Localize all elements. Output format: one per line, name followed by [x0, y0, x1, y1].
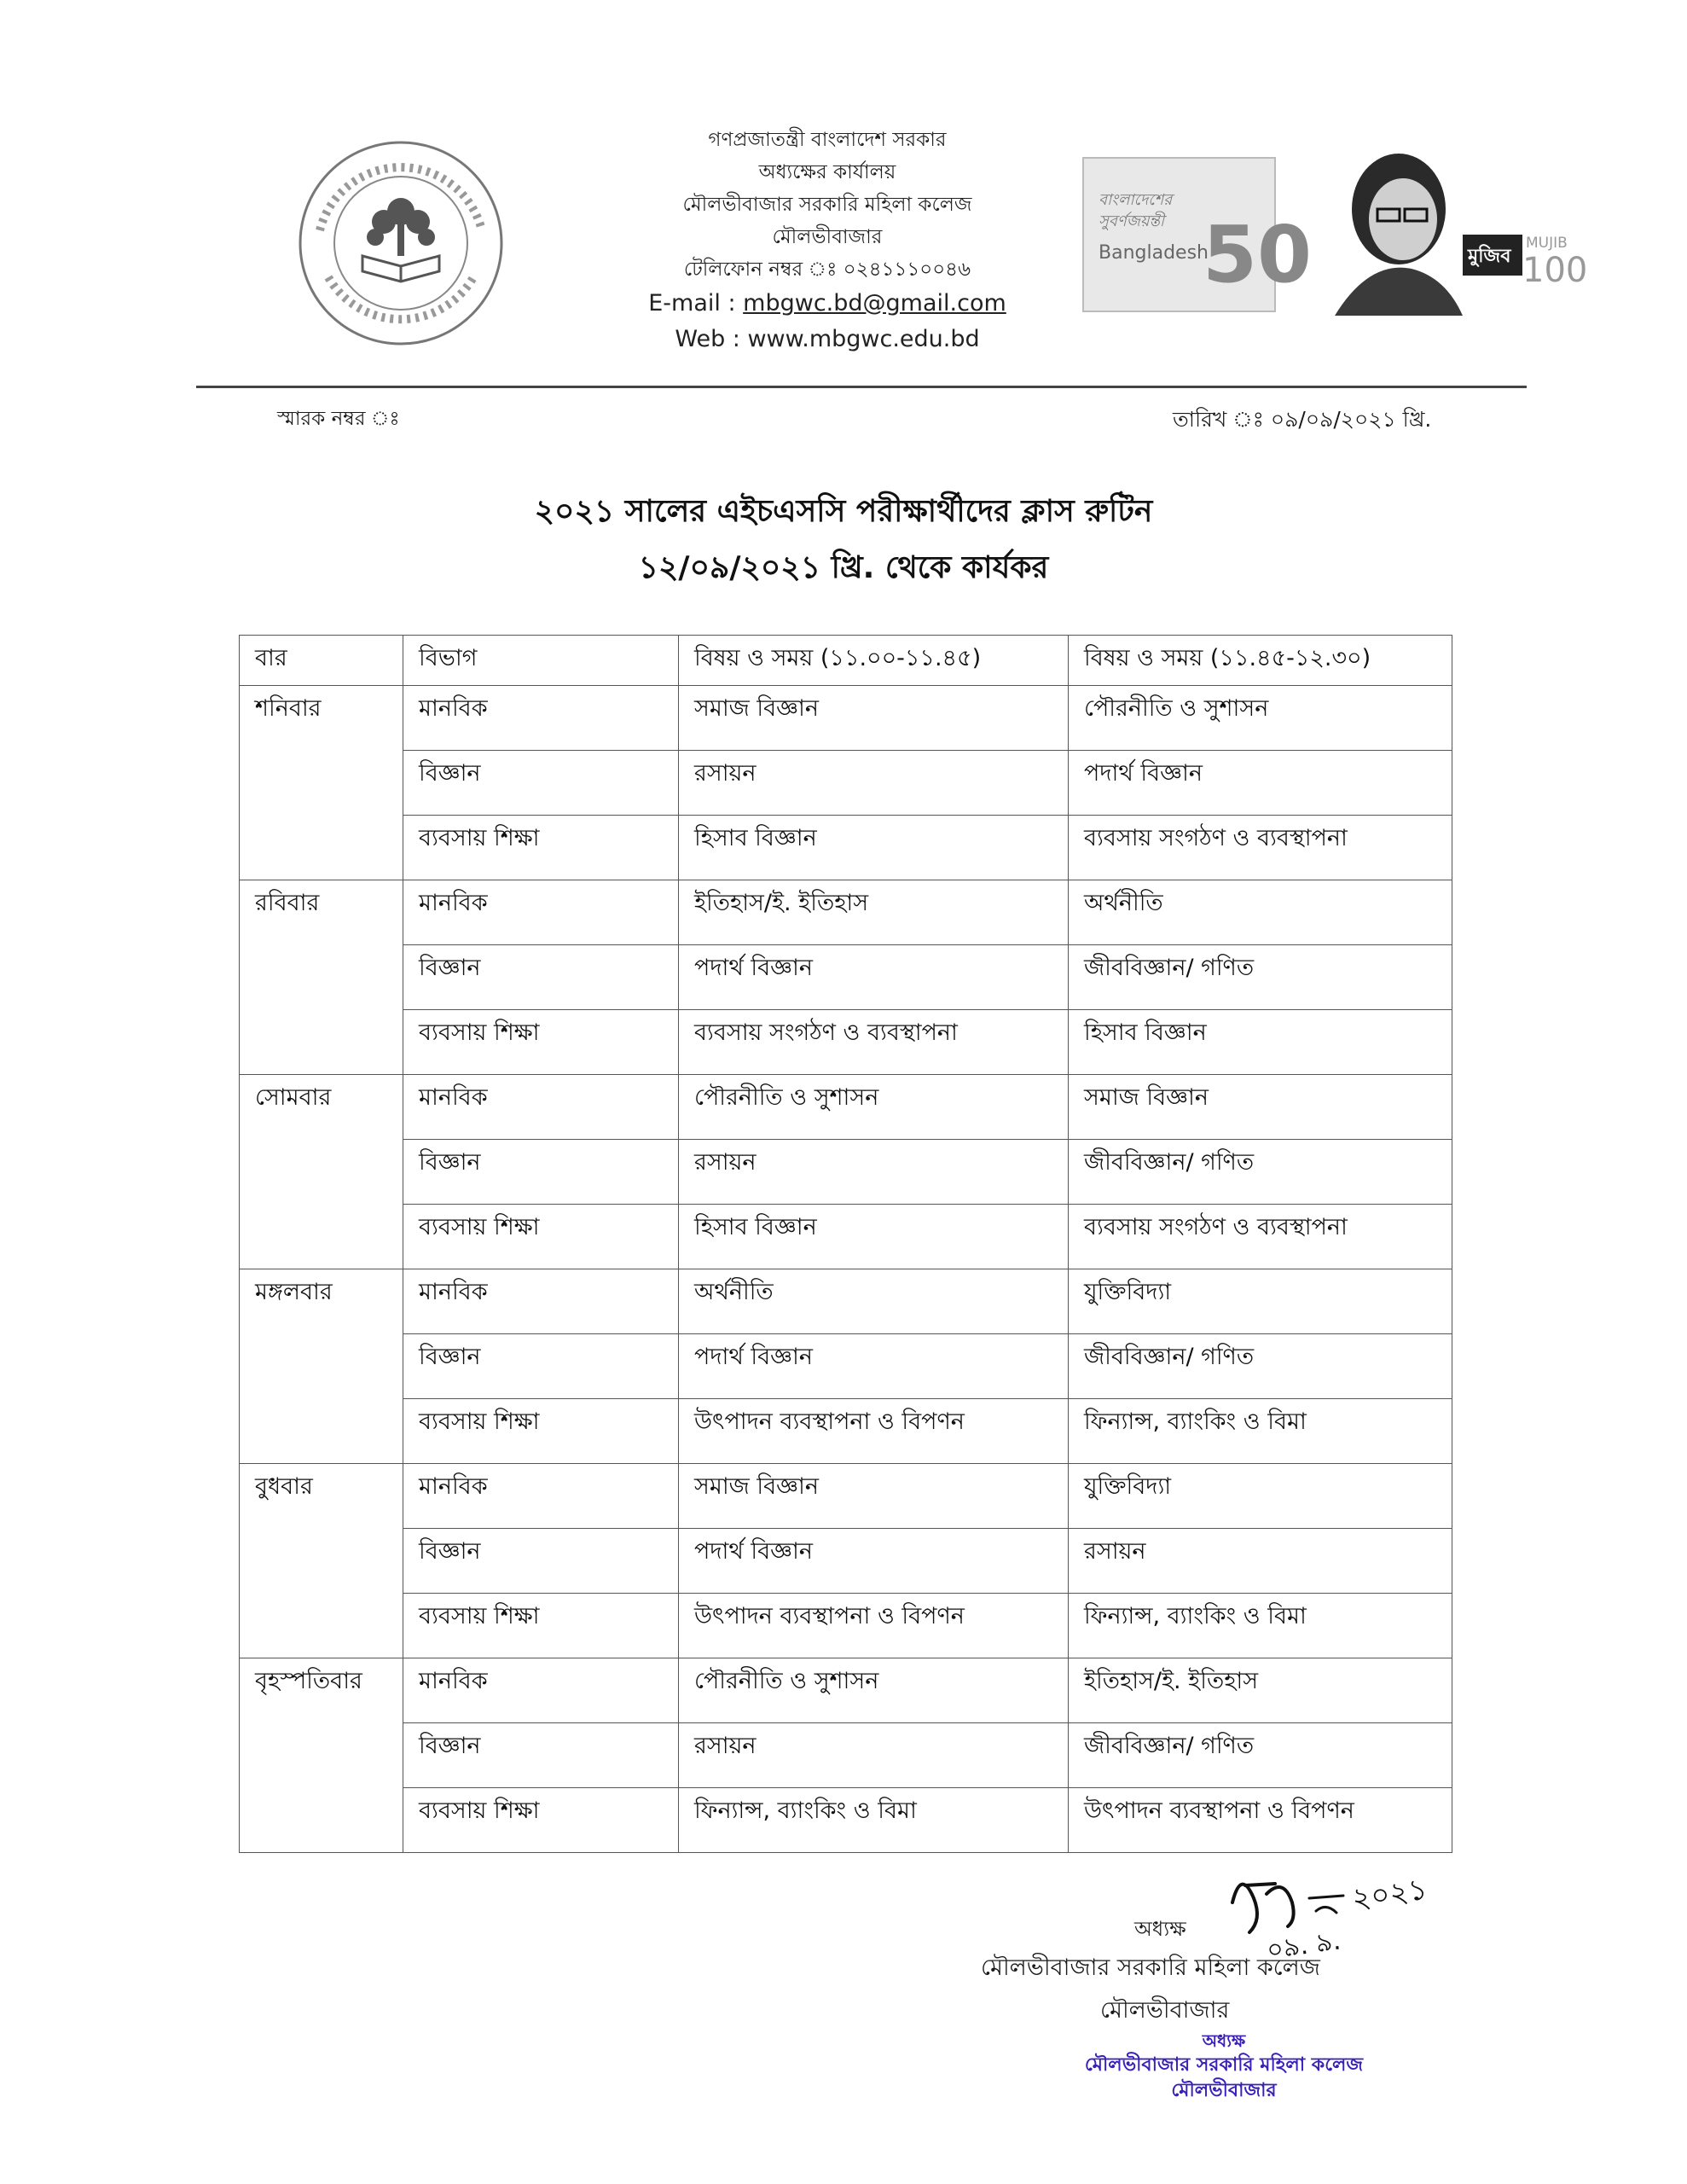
table-row — [240, 1269, 1452, 1334]
table-row — [240, 1529, 1452, 1594]
subject-cell: পদার্থ বিজ্ঞান — [1069, 751, 1452, 816]
header-line: মৌলভীবাজার — [772, 226, 883, 248]
header-line: অধ্যক্ষের কার্যালয় — [758, 161, 896, 183]
email-line — [563, 286, 1092, 322]
subject-cell: পদার্থ বিজ্ঞান — [679, 1334, 1069, 1399]
department-cell: মানবিক — [403, 1464, 679, 1529]
department-cell: বিজ্ঞান — [403, 1334, 679, 1399]
subject-cell: জীববিজ্ঞান/ গণিত — [1069, 1140, 1452, 1205]
table-row — [240, 816, 1452, 880]
department-cell: বিজ্ঞান — [403, 945, 679, 1010]
subject-cell: রসায়ন — [679, 751, 1069, 816]
department-cell: ব্যবসায় শিক্ষা — [403, 1594, 679, 1658]
header-line: মৌলভীবাজার সরকারি মহিলা কলেজ — [682, 194, 972, 216]
subject-cell: পৌরনীতি ও সুশাসন — [679, 1658, 1069, 1723]
seal-college: মৌলভীবাজার সরকারি মহিলা কলেজ — [1084, 2054, 1364, 2076]
subject-cell: সমাজ বিজ্ঞান — [1069, 1075, 1452, 1140]
subject-cell: ফিন্যান্স, ব্যাংকিং ও বিমা — [1069, 1594, 1452, 1658]
table-row — [240, 686, 1452, 751]
subject-cell: পৌরনীতি ও সুশাসন — [679, 1075, 1069, 1140]
table-row — [240, 945, 1452, 1010]
subject-cell: ব্যবসায় সংগঠণ ও ব্যবস্থাপনা — [1069, 1205, 1452, 1269]
subject-cell: যুক্তিবিদ্যা — [1069, 1269, 1452, 1334]
signatory-college: মৌলভীবাজার সরকারি মহিলা কলেজ — [981, 1955, 1320, 1981]
subject-cell: রসায়ন — [1069, 1529, 1452, 1594]
subject-cell: সমাজ বিজ্ঞান — [679, 686, 1069, 751]
department-cell: বিজ্ঞান — [403, 1723, 679, 1788]
official-seal-stamp — [1070, 2029, 1377, 2104]
class-routine-table — [239, 635, 1452, 1853]
header-divider — [196, 386, 1527, 388]
department-cell: বিজ্ঞান — [403, 751, 679, 816]
table-row — [240, 1010, 1452, 1075]
day-cell: রবিবার — [240, 880, 403, 1075]
table-row — [240, 1723, 1452, 1788]
subject-cell: ফিন্যান্স, ব্যাংকিং ও বিমা — [679, 1788, 1069, 1853]
subject-cell: পদার্থ বিজ্ঞান — [679, 945, 1069, 1010]
subject-cell: জীববিজ্ঞান/ গণিত — [1069, 1723, 1452, 1788]
subject-cell: পদার্থ বিজ্ঞান — [679, 1529, 1069, 1594]
document-title: ২০২১ সালের এইচএসসি পরীক্ষার্থীদের ক্লাস রুটিন — [534, 494, 1153, 529]
table-row — [240, 1788, 1452, 1853]
header-line: গণপ্রজাতন্ত্রী বাংলাদেশ সরকার — [708, 129, 947, 151]
header-day: বার — [240, 636, 403, 686]
signatory-district: মৌলভীবাজার — [1100, 1997, 1230, 2024]
svg-text:বাংলাদেশের: বাংলাদেশের — [1099, 191, 1173, 209]
bangladesh-50-logo — [1083, 158, 1313, 311]
subject-cell: হিসাব বিজ্ঞান — [1069, 1010, 1452, 1075]
department-cell: ব্যবসায় শিক্ষা — [403, 1010, 679, 1075]
website-line[interactable]: Web : www.mbgwc.edu.bd — [675, 326, 980, 352]
day-cell: বৃহস্পতিবার — [240, 1658, 403, 1853]
college-emblem-logo — [294, 136, 507, 350]
header-period-2: বিষয় ও সময় (১১.৪৫-১২.৩০) — [1069, 636, 1452, 686]
header-period-1: বিষয় ও সময় (১১.০০-১১.৪৫) — [679, 636, 1069, 686]
subject-cell: জীববিজ্ঞান/ গণিত — [1069, 1334, 1452, 1399]
department-cell: ব্যবসায় শিক্ষা — [403, 816, 679, 880]
day-cell: শনিবার — [240, 686, 403, 880]
table-header-row — [240, 636, 1452, 686]
subject-cell: উৎপাদন ব্যবস্থাপনা ও বিপণন — [679, 1399, 1069, 1464]
svg-text:২০২১: ২০২১ — [1349, 1872, 1429, 1917]
email-link[interactable]: mbgwc.bd@gmail.com — [743, 290, 1006, 317]
subject-cell: ব্যবসায় সংগঠণ ও ব্যবস্থাপনা — [1069, 816, 1452, 880]
memo-number-label: স্মারক নম্বর ঃ — [277, 408, 400, 430]
effective-date-title: ১২/০৯/২০২১ খ্রি. থেকে কার্যকর — [638, 550, 1049, 585]
seal-title: অধ্যক্ষ — [1202, 2030, 1246, 2051]
department-cell: বিজ্ঞান — [403, 1529, 679, 1594]
table-row — [240, 1594, 1452, 1658]
subject-cell: রসায়ন — [679, 1140, 1069, 1205]
header-department: বিভাগ — [403, 636, 679, 686]
subject-cell: অর্থনীতি — [1069, 880, 1452, 945]
department-cell: মানবিক — [403, 880, 679, 945]
subject-cell: ইতিহাস/ই. ইতিহাস — [1069, 1658, 1452, 1723]
department-cell: মানবিক — [403, 1075, 679, 1140]
svg-text:Bangladesh: Bangladesh — [1099, 242, 1209, 264]
seal-district: মৌলভীবাজার — [1171, 2080, 1277, 2101]
subject-cell: উৎপাদন ব্যবস্থাপনা ও বিপণন — [1069, 1788, 1452, 1853]
email-label: E-mail : — [648, 290, 744, 317]
subject-cell: পৌরনীতি ও সুশাসন — [1069, 686, 1452, 751]
table-row — [240, 1464, 1452, 1529]
subject-cell: ইতিহাস/ই. ইতিহাস — [679, 880, 1069, 945]
table-row — [240, 1075, 1452, 1140]
department-cell: ব্যবসায় শিক্ষা — [403, 1788, 679, 1853]
table-row — [240, 1399, 1452, 1464]
mujib-100-logo — [1318, 141, 1588, 316]
subject-cell: রসায়ন — [679, 1723, 1069, 1788]
signatory-title: অধ্যক্ষ — [1134, 1917, 1186, 1941]
subject-cell: ব্যবসায় সংগঠণ ও ব্যবস্থাপনা — [679, 1010, 1069, 1075]
subject-cell: সমাজ বিজ্ঞান — [679, 1464, 1069, 1529]
svg-text:100: 100 — [1522, 251, 1588, 290]
issue-date: তারিখ ঃ ০৯/০৯/২০২১ খ্রি. — [1173, 407, 1432, 432]
department-cell: ব্যবসায় শিক্ষা — [403, 1205, 679, 1269]
department-cell: মানবিক — [403, 1269, 679, 1334]
subject-cell: জীববিজ্ঞান/ গণিত — [1069, 945, 1452, 1010]
day-cell: মঙ্গলবার — [240, 1269, 403, 1464]
telephone-line: টেলিফোন নম্বর ঃ ০২৪১১১০০৪৬ — [683, 258, 971, 281]
subject-cell: উৎপাদন ব্যবস্থাপনা ও বিপণন — [679, 1594, 1069, 1658]
subject-cell: ফিন্যান্স, ব্যাংকিং ও বিমা — [1069, 1399, 1452, 1464]
svg-text:MUJIB: MUJIB — [1526, 235, 1568, 252]
subject-cell: অর্থনীতি — [679, 1269, 1069, 1334]
table-row — [240, 1334, 1452, 1399]
department-cell: বিজ্ঞান — [403, 1140, 679, 1205]
subject-cell: হিসাব বিজ্ঞান — [679, 816, 1069, 880]
department-cell: ব্যবসায় শিক্ষা — [403, 1399, 679, 1464]
department-cell: মানবিক — [403, 686, 679, 751]
department-cell: মানবিক — [403, 1658, 679, 1723]
svg-text:50: 50 — [1203, 209, 1313, 300]
subject-cell: যুক্তিবিদ্যা — [1069, 1464, 1452, 1529]
svg-text:মুজিব: মুজিব — [1468, 246, 1511, 267]
table-row — [240, 1140, 1452, 1205]
svg-text:সুবর্ণজয়ন্তী: সুবর্ণজয়ন্তী — [1099, 212, 1165, 230]
office-header — [563, 124, 1092, 357]
day-cell: বুধবার — [240, 1464, 403, 1658]
table-row — [240, 751, 1452, 816]
table-row — [240, 1205, 1452, 1269]
table-row — [240, 880, 1452, 945]
day-cell: সোমবার — [240, 1075, 403, 1269]
subject-cell: হিসাব বিজ্ঞান — [679, 1205, 1069, 1269]
table-row — [240, 1658, 1452, 1723]
svg-text:০৯. ৯.: ০৯. ৯. — [1264, 1926, 1343, 1966]
